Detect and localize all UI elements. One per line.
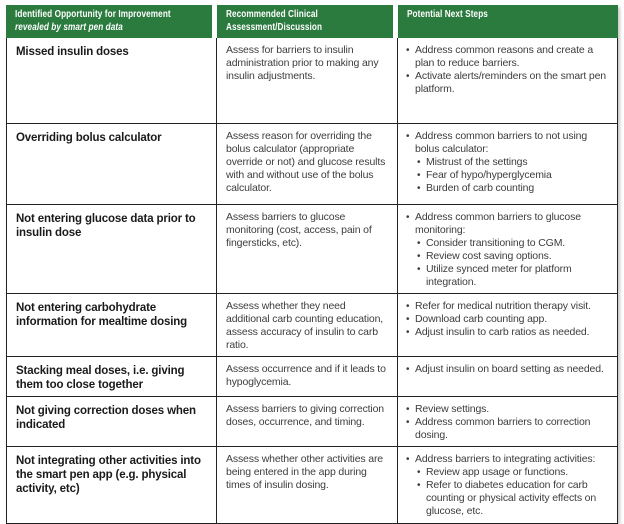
bullet-icon: • (417, 467, 421, 478)
sub-bullet-item (417, 263, 609, 289)
assessment-text: Assess whether other activities are being entered in the app during times of insulin dosing. (226, 453, 383, 491)
bullet-icon: • (406, 404, 410, 415)
bullet-item (406, 300, 609, 313)
assessment-cell (217, 38, 398, 123)
sub-bullet-item (417, 237, 609, 250)
opportunity-text: Not entering glucose data prior to insulin dose (16, 213, 196, 239)
next-steps-cell (398, 38, 617, 123)
bullet-text: Adjust insulin to carb ratios as needed. (415, 326, 590, 338)
table-row (7, 447, 617, 523)
next-steps-cell (398, 294, 617, 356)
bullet-text: Burden of carb counting (426, 182, 535, 194)
bullet-item (406, 44, 609, 70)
opportunity-cell (7, 357, 217, 396)
table-body (6, 38, 618, 524)
opportunity-text: Missed insulin doses (16, 46, 129, 58)
bullet-item (406, 453, 609, 466)
assessment-text: Assess barriers to glucose monitoring (cost, access, pain of fingersticks, etc). (226, 211, 372, 249)
opportunity-text: Stacking meal doses, i.e. giving them too close together (16, 365, 185, 391)
bullet-icon: • (406, 327, 410, 338)
sub-bullet-item (417, 479, 609, 518)
bullet-item (406, 326, 609, 339)
header-title: Potential Next Steps (407, 9, 488, 20)
header-subtitle: revealed by smart pen data (15, 21, 123, 33)
bullet-icon: • (406, 212, 410, 223)
table-row (7, 124, 617, 205)
bullet-icon: • (406, 131, 410, 142)
assessment-cell (217, 357, 398, 396)
bullet-item (406, 130, 609, 156)
bullet-text: Review settings. (415, 403, 490, 415)
bullet-text: Utilize synced meter for platform integration. (426, 263, 572, 288)
table-row (7, 357, 617, 397)
assessment-text: Assess barriers to giving correction doses, occurrence, and timing. (226, 403, 384, 428)
table-row (7, 205, 617, 294)
bullet-text: Activate alerts/reminders on the smart pen platform. (415, 70, 606, 95)
bullet-icon: • (406, 454, 410, 465)
bullet-icon: • (406, 314, 410, 325)
assessment-text: Assess reason for overriding the bolus calculator (appropriate override or not) and glucose results with and without use of the bolus calculator. (226, 130, 386, 194)
assessment-text: Assess for barriers to insulin administration prior to making any insulin adjustments. (226, 44, 379, 82)
assessment-cell (217, 124, 398, 204)
bullet-icon: • (406, 45, 410, 56)
assessment-cell (217, 397, 398, 446)
bullet-text: Address common barriers to not using bolus calculator: (415, 130, 588, 155)
bullet-item (406, 363, 609, 376)
bullet-icon: • (417, 183, 421, 194)
sub-bullet-item (417, 182, 609, 195)
opportunity-cell (7, 294, 217, 356)
sub-bullet-item (417, 156, 609, 169)
opportunity-text: Overriding bolus calculator (16, 132, 162, 144)
sub-bullet-item (417, 250, 609, 263)
bullet-icon: • (406, 417, 410, 428)
bullet-item (406, 70, 609, 96)
bullet-text: Address common barriers to glucose monitoring: (415, 211, 581, 236)
bullet-text: Refer for medical nutrition therapy visit. (415, 300, 591, 312)
header-title: Identified Opportunity for Improvement (15, 9, 171, 20)
bullet-item (406, 403, 609, 416)
next-steps-cell (398, 447, 617, 523)
opportunity-cell (7, 205, 217, 293)
header-cell-next-steps (398, 5, 618, 38)
bullet-icon: • (406, 71, 410, 82)
opportunity-text: Not giving correction doses when indicated (16, 405, 196, 431)
bullet-item (406, 313, 609, 326)
assessment-text: Assess whether they need additional carb counting education, assess accuracy of insulin to carb ratio. (226, 300, 384, 351)
bullet-text: Address common reasons and create a plan to reduce barriers. (415, 44, 594, 69)
header-title: Recommended Clinical (226, 9, 318, 20)
bullet-text: Address barriers to integrating activities: (415, 453, 596, 465)
header-cell-assessment (217, 5, 398, 38)
bullet-text: Consider transitioning to CGM. (426, 237, 566, 249)
next-steps-cell (398, 397, 617, 446)
header-subtitle: Assessment/Discussion (226, 21, 323, 33)
assessment-cell (217, 447, 398, 523)
bullet-text: Fear of hypo/hyperglycemia (426, 169, 552, 181)
opportunity-cell (7, 124, 217, 204)
table-header-row (6, 5, 618, 38)
opportunity-cell (7, 38, 217, 123)
bullet-text: Mistrust of the settings (426, 156, 528, 168)
bullet-item (406, 211, 609, 237)
bullet-icon: • (417, 238, 421, 249)
smart-pen-opportunity-table (6, 5, 618, 524)
next-steps-cell (398, 124, 617, 204)
next-steps-cell (398, 205, 617, 293)
header-cell-opportunity (6, 5, 217, 38)
bullet-item (406, 416, 609, 442)
opportunity-cell (7, 447, 217, 523)
assessment-cell (217, 294, 398, 356)
bullet-icon: • (406, 364, 410, 375)
opportunity-text: Not entering carbohydrate information for mealtime dosing (16, 302, 188, 328)
bullet-text: Review app usage or functions. (426, 466, 569, 478)
sub-bullet-item (417, 169, 609, 182)
bullet-icon: • (406, 301, 410, 312)
table-row (7, 397, 617, 447)
bullet-text: Download carb counting app. (415, 313, 547, 325)
assessment-cell (217, 205, 398, 293)
bullet-text: Adjust insulin on board setting as needed. (415, 363, 604, 375)
bullet-icon: • (417, 251, 421, 262)
bullet-text: Refer to diabetes education for carb counting or physical activity effects on glucose, etc. (426, 479, 597, 517)
assessment-text: Assess occurrence and if it leads to hypoglycemia. (226, 363, 386, 388)
bullet-icon: • (417, 170, 421, 181)
table-row (7, 38, 617, 124)
sub-bullet-item (417, 466, 609, 479)
bullet-icon: • (417, 157, 421, 168)
table-row (7, 294, 617, 357)
opportunity-cell (7, 397, 217, 446)
next-steps-cell (398, 357, 617, 396)
opportunity-text: Not integrating other activities into the smart pen app (e.g. physical activity, etc) (16, 455, 201, 495)
bullet-icon: • (417, 264, 421, 275)
bullet-text: Address common barriers to correction dosing. (415, 416, 591, 441)
bullet-icon: • (417, 480, 421, 491)
bullet-text: Review cost saving options. (426, 250, 552, 262)
